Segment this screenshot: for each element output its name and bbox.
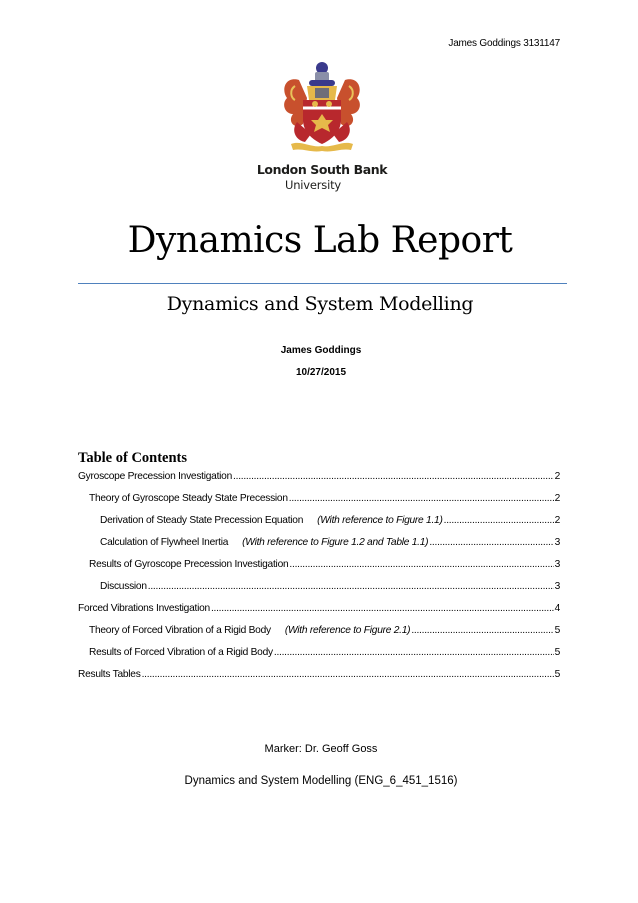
toc-entry[interactable] <box>89 647 560 661</box>
header-student-id: James Goddings 3131147 <box>448 38 560 49</box>
title-divider <box>78 283 567 284</box>
toc-page-number: 3 <box>554 559 560 570</box>
toc-leader-dots <box>289 493 554 504</box>
toc-heading: Table of Contents <box>78 450 188 466</box>
toc-entry-title: Discussion <box>100 581 147 592</box>
toc-page-number: 4 <box>554 603 560 614</box>
toc-leader-dots <box>429 537 553 548</box>
toc-entry-title: Calculation of Flywheel Inertia <box>100 537 229 548</box>
toc-entry-title: Results of Gyroscope Precession Investigation <box>89 559 289 570</box>
toc-leader-dots <box>274 647 554 658</box>
toc-entry[interactable] <box>78 669 560 683</box>
toc-entry-title: Gyroscope Precession Investigation <box>78 471 233 482</box>
toc-leader-dots <box>148 581 554 592</box>
marker-name: Marker: Dr. Geoff Goss <box>264 743 378 755</box>
toc-entry[interactable] <box>100 537 560 551</box>
toc-leader-dots <box>444 515 554 526</box>
toc-leader-dots <box>211 603 554 614</box>
report-title: Dynamics Lab Report <box>127 220 513 261</box>
toc-page-number: 5 <box>554 647 560 658</box>
toc-entry[interactable] <box>100 515 560 529</box>
toc-page-number: 2 <box>554 471 560 482</box>
toc-entry-title: Results of Forced Vibration of a Rigid Body <box>89 647 273 658</box>
toc-entry[interactable] <box>89 559 560 573</box>
toc-entry[interactable] <box>78 603 560 617</box>
report-subtitle: Dynamics and System Modelling <box>166 293 474 315</box>
toc-entry-title: Theory of Forced Vibration of a Rigid Body <box>89 625 271 636</box>
toc-page-number: 5 <box>554 669 560 680</box>
toc-entry-reference: (With reference to Figure 2.1) <box>284 625 411 636</box>
toc-leader-dots <box>142 669 554 680</box>
toc-entry-reference: (With reference to Figure 1.1) <box>317 515 443 526</box>
toc-entry-title: Derivation of Steady State Precession Equation <box>100 515 304 526</box>
toc-entry-title: Results Tables <box>78 669 141 680</box>
toc-entry-title: Theory of Gyroscope Steady State Precession <box>89 493 288 504</box>
toc-entry-reference: (With reference to Figure 1.2 and Table 1.1) <box>242 537 429 548</box>
toc-entry[interactable] <box>100 581 560 595</box>
toc-leader-dots <box>233 471 554 482</box>
toc-page-number: 2 <box>554 493 560 504</box>
university-logo <box>0 58 638 193</box>
toc-entry-title: Forced Vibrations Investigation <box>78 603 210 614</box>
toc-page-number: 3 <box>554 537 560 548</box>
university-subtitle: University <box>284 178 341 192</box>
report-date: 10/27/2015 <box>295 367 347 378</box>
toc-entry[interactable] <box>78 471 560 485</box>
toc-page-number: 3 <box>554 581 560 592</box>
course-code: Dynamics and System Modelling (ENG_6_451_1516) <box>184 775 458 787</box>
toc-leader-dots <box>289 559 553 570</box>
toc-page-number: 5 <box>554 625 560 636</box>
author-name: James Goddings <box>280 345 362 356</box>
coat-of-arms-icon <box>277 58 367 153</box>
university-name: London South Bank <box>256 162 388 177</box>
toc-entry[interactable] <box>89 625 560 639</box>
toc-leader-dots <box>411 625 553 636</box>
toc-entry[interactable] <box>89 493 560 507</box>
toc-page-number: 2 <box>554 515 560 526</box>
